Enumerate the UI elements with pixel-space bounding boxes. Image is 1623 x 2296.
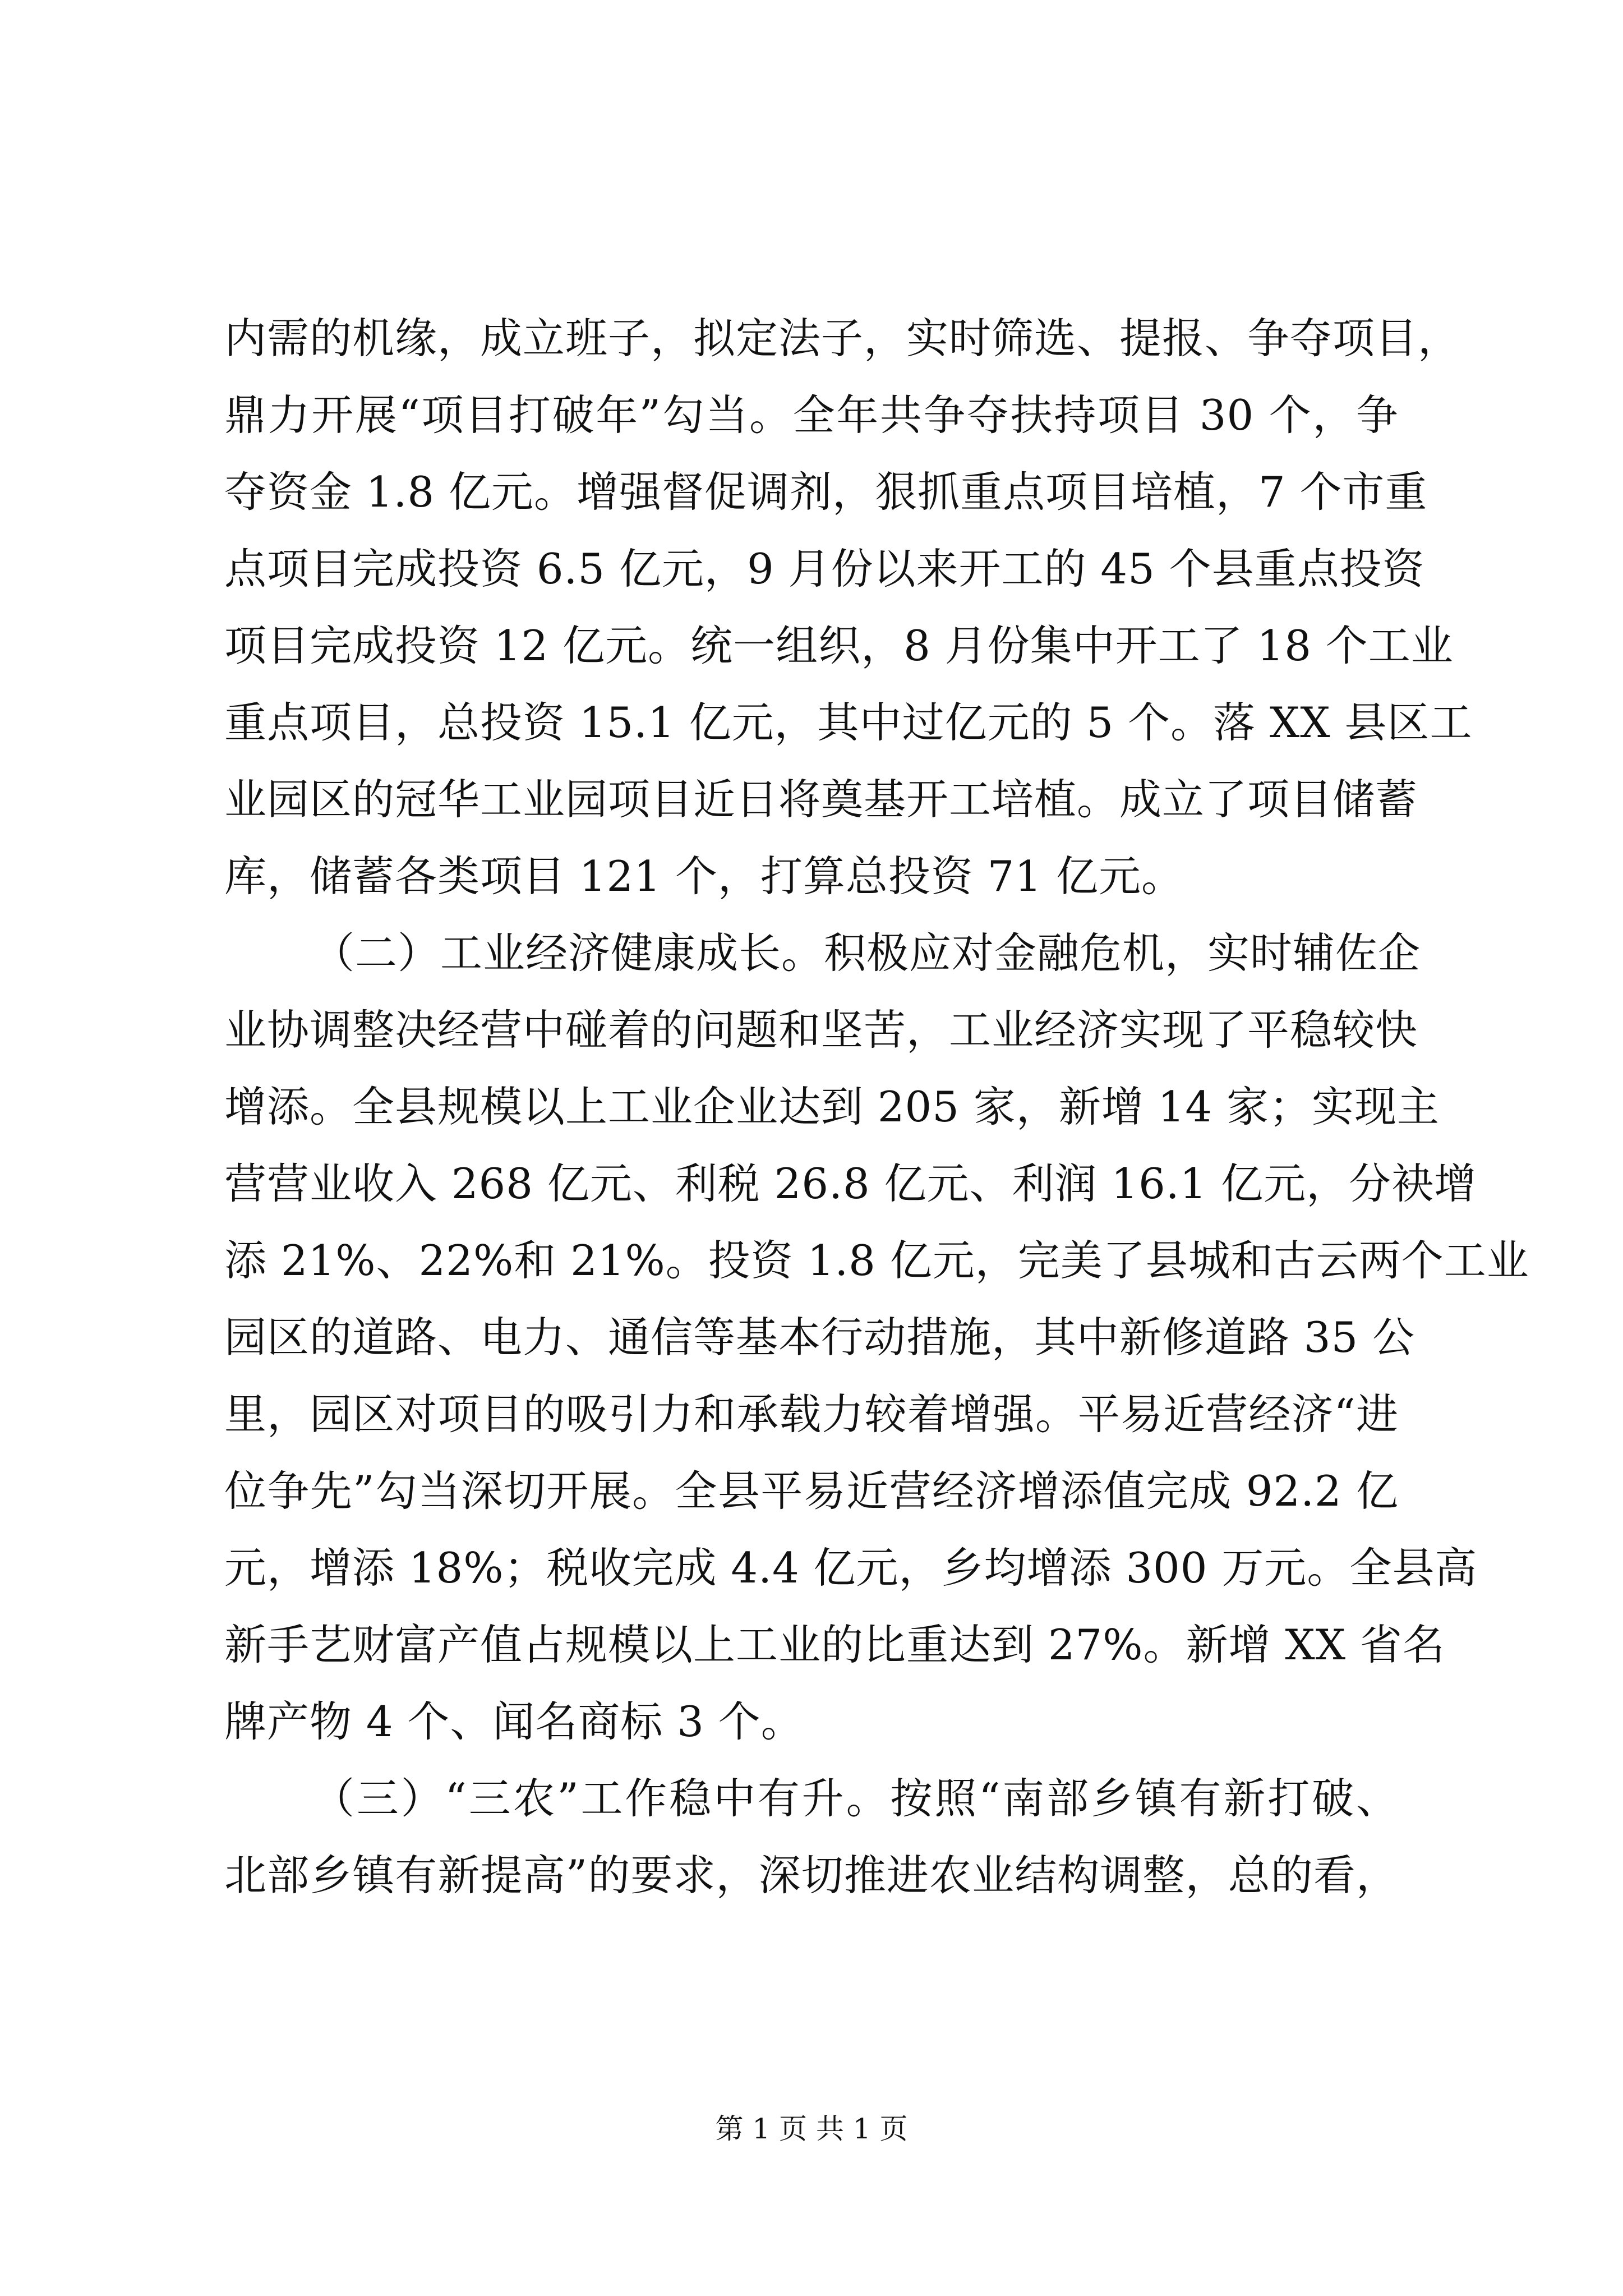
text-line: 夺资金 1.8 亿元。增强督促调剂，狠抓重点项目培植，7 个市重 [224,467,1428,517]
text-line: 位争先”勾当深切开展。全县平易近营经济增添值完成 92.2 亿 [224,1466,1399,1516]
text-line: 点项目完成投资 6.5 亿元，9 月份以来开工的 45 个县重点投资 [224,544,1425,593]
text-line: 营营业收入 268 亿元、利税 26.8 亿元、利润 16.1 亿元，分袂增 [224,1159,1477,1208]
text-line: 鼎力开展“项目打破年”勾当。全年共争夺扶持项目 30 个，争 [224,390,1399,440]
text-line: 项目完成投资 12 亿元。统一组织，8 月份集中开工了 18 个工业 [224,621,1454,670]
text-line: 新手艺财富产值占规模以上工业的比重达到 27%。新增 XX 省名 [224,1620,1446,1669]
text-line: 园区的道路、电力、通信等基本行动措施，其中新修道路 35 公 [224,1313,1415,1362]
text-line: 北部乡镇有新提高”的要求，深切推进农业结构调整，总的看， [224,1851,1399,1900]
paragraph-heading-line: （二）工业经济健康成长。积极应对金融危机，实时辅佐企 [312,928,1421,978]
text-line: 重点项目，总投资 15.1 亿元，其中过亿元的 5 个。落 XX 县区工 [224,698,1473,747]
text-line: 内需的机缘，成立班子，拟定法子，实时筛选、提报、争夺项目， [224,314,1461,363]
text-line: 牌产物 4 个、闻名商标 3 个。 [224,1697,804,1746]
text-line: 添 21%、22%和 21%。投资 1.8 亿元，完美了县城和古云两个工业 [224,1236,1529,1285]
text-line: 业协调整决经营中碰着的问题和坚苦，工业经济实现了平稳较快 [224,1005,1418,1055]
text-line: 元，增添 18%；税收完成 4.4 亿元，乡均增添 300 万元。全县高 [224,1543,1478,1593]
text-line: 增添。全县规模以上工业企业达到 205 家，新增 14 家；实现主 [224,1082,1440,1131]
page-footer: 第 1 页 共 1 页 [715,2113,908,2145]
text-line: 业园区的冠华工业园项目近日将奠基开工培植。成立了项目储蓄 [224,775,1418,824]
paragraph-heading-line: （三）“三农”工作稳中有升。按照“南部乡镇有新打破、 [312,1774,1399,1823]
text-line: 里，园区对项目的吸引力和承载力较着增强。平易近营经济“进 [224,1389,1399,1439]
text-line: 库，储蓄各类项目 121 个，打算总投资 71 亿元。 [224,852,1184,901]
